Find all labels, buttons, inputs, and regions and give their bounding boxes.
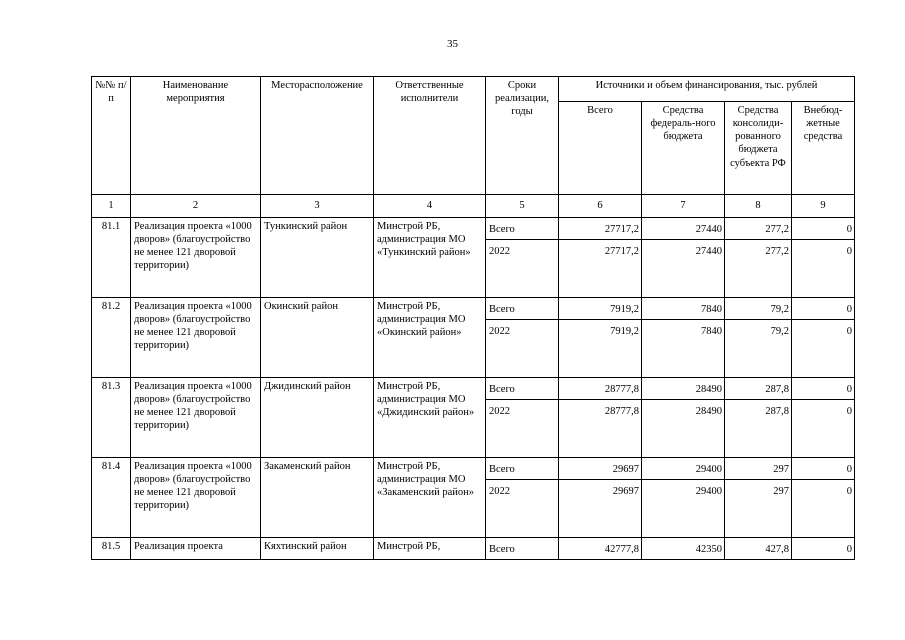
- column-number: 9: [792, 195, 855, 218]
- column-number: 1: [92, 195, 131, 218]
- row-federal: 42350: [642, 538, 725, 560]
- row-executors: Минстрой РБ,: [374, 538, 486, 560]
- row-number: 81.4: [92, 458, 131, 538]
- column-number: 5: [486, 195, 559, 218]
- row-number: 81.1: [92, 218, 131, 298]
- row-consolidated: 277,2: [725, 240, 792, 298]
- funding-table: [91, 76, 855, 560]
- table-row: [92, 458, 855, 480]
- row-consolidated: 287,8: [725, 378, 792, 400]
- row-total: 28777,8: [559, 400, 642, 458]
- header-offbudget: Внебюд-жетные средства: [792, 102, 855, 195]
- table-row: [92, 218, 855, 240]
- row-executors: Минстрой РБ, администрация МО «Тункинский район»: [374, 218, 486, 298]
- row-offbudget: 0: [792, 538, 855, 560]
- row-term: 2022: [486, 320, 559, 378]
- row-offbudget: 0: [792, 240, 855, 298]
- row-consolidated: 277,2: [725, 218, 792, 240]
- header-terms: Сроки реализации, годы: [486, 77, 559, 195]
- table-row: [92, 538, 855, 560]
- row-name: Реализация проекта «1000 дворов» (благоустройство не менее 121 дворовой территории): [131, 458, 261, 538]
- header-name: Наименование мероприятия: [131, 77, 261, 195]
- row-term: Всего: [486, 538, 559, 560]
- row-name: Реализация проекта «1000 дворов» (благоустройство не менее 121 дворовой территории): [131, 378, 261, 458]
- page-number: 35: [447, 38, 458, 50]
- row-total: 27717,2: [559, 218, 642, 240]
- row-federal: 29400: [642, 458, 725, 480]
- header-funding: Источники и объем финансирования, тыс. рублей: [559, 77, 855, 102]
- row-number: 81.3: [92, 378, 131, 458]
- column-number: 8: [725, 195, 792, 218]
- row-offbudget: 0: [792, 378, 855, 400]
- row-consolidated: 297: [725, 458, 792, 480]
- column-number: 4: [374, 195, 486, 218]
- row-term: 2022: [486, 240, 559, 298]
- row-location: Тункинский район: [261, 218, 374, 298]
- row-consolidated: 427,8: [725, 538, 792, 560]
- row-federal: 7840: [642, 320, 725, 378]
- row-total: 29697: [559, 480, 642, 538]
- row-name: Реализация проекта: [131, 538, 261, 560]
- header-consolidated: Средства консолиди-рованного бюджета субъекта РФ: [725, 102, 792, 195]
- header-total: Всего: [559, 102, 642, 195]
- row-offbudget: 0: [792, 458, 855, 480]
- row-location: Джидинский район: [261, 378, 374, 458]
- row-consolidated: 79,2: [725, 298, 792, 320]
- row-number: 81.5: [92, 538, 131, 560]
- row-location: Закаменский район: [261, 458, 374, 538]
- row-federal: 28490: [642, 400, 725, 458]
- column-number: 2: [131, 195, 261, 218]
- row-executors: Минстрой РБ, администрация МО «Окинский район»: [374, 298, 486, 378]
- row-number: 81.2: [92, 298, 131, 378]
- row-total: 7919,2: [559, 298, 642, 320]
- row-location: Окинский район: [261, 298, 374, 378]
- row-total: 42777,8: [559, 538, 642, 560]
- row-consolidated: 297: [725, 480, 792, 538]
- table-row: [92, 378, 855, 400]
- row-offbudget: 0: [792, 400, 855, 458]
- row-federal: 28490: [642, 378, 725, 400]
- row-name: Реализация проекта «1000 дворов» (благоустройство не менее 121 дворовой территории): [131, 298, 261, 378]
- row-total: 27717,2: [559, 240, 642, 298]
- row-total: 28777,8: [559, 378, 642, 400]
- table-row: [92, 298, 855, 320]
- row-offbudget: 0: [792, 480, 855, 538]
- row-federal: 7840: [642, 298, 725, 320]
- row-offbudget: 0: [792, 298, 855, 320]
- row-consolidated: 287,8: [725, 400, 792, 458]
- row-term: Всего: [486, 458, 559, 480]
- header-executors: Ответственные исполнители: [374, 77, 486, 195]
- row-term: Всего: [486, 298, 559, 320]
- row-federal: 27440: [642, 240, 725, 298]
- column-number: 3: [261, 195, 374, 218]
- row-name: Реализация проекта «1000 дворов» (благоустройство не менее 121 дворовой территории): [131, 218, 261, 298]
- row-total: 29697: [559, 458, 642, 480]
- row-term: Всего: [486, 218, 559, 240]
- header-no: №№ п/п: [92, 77, 131, 195]
- header-location: Месторасположение: [261, 77, 374, 195]
- row-offbudget: 0: [792, 218, 855, 240]
- row-term: Всего: [486, 378, 559, 400]
- column-number: 7: [642, 195, 725, 218]
- row-federal: 27440: [642, 218, 725, 240]
- row-executors: Минстрой РБ, администрация МО «Закаменский район»: [374, 458, 486, 538]
- row-term: 2022: [486, 400, 559, 458]
- row-executors: Минстрой РБ, администрация МО «Джидинский район»: [374, 378, 486, 458]
- row-consolidated: 79,2: [725, 320, 792, 378]
- column-number: 6: [559, 195, 642, 218]
- header-federal: Средства федераль-ного бюджета: [642, 102, 725, 195]
- row-federal: 29400: [642, 480, 725, 538]
- row-term: 2022: [486, 480, 559, 538]
- row-offbudget: 0: [792, 320, 855, 378]
- row-location: Кяхтинский район: [261, 538, 374, 560]
- row-total: 7919,2: [559, 320, 642, 378]
